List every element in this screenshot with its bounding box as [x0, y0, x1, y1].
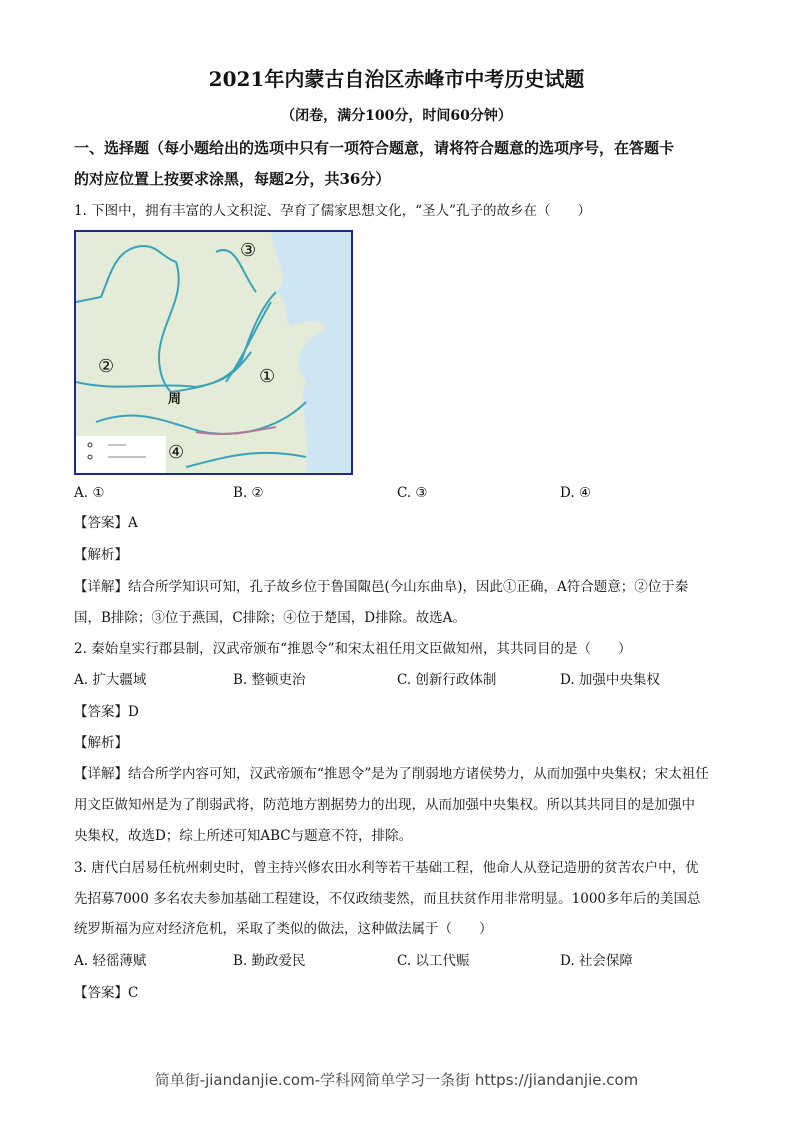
section-heading-cont: 的对应位置上按要求涂黑，每题2分，共36分） [74, 170, 391, 188]
map-label-3: ③ [240, 240, 257, 261]
section-heading: 一、选择题（每小题给出的选项中只有一项符合题意，请将符合题意的选项序号，在答题卡 [74, 139, 675, 157]
question-stem: 3. 唐代白居易任杭州刺史时，曾主持兴修农田水利等若干基础工程，他命人从登记造册的贫苦农户中，优 [74, 860, 699, 876]
question-stem: 2. 秦始皇实行郡县制，汉武帝颁布“推恩令”和宋太祖任用文臣做知州，其共同目的是（ ） [74, 641, 632, 657]
option-d: D. ④ [560, 485, 592, 501]
detail-cont: 国，B排除；③位于燕国，C排除；④位于楚国，D排除。故选A。 [74, 610, 466, 626]
option-b: B. ② [233, 485, 264, 501]
detail: 【详解】结合所学内容可知，汉武帝颁布“推恩令”是为了削弱地方诸侯势力，从而加强中央集权；宋太祖任 [74, 766, 709, 782]
detail-cont: 用文臣做知州是为了削弱武将，防范地方割据势力的出现，从而加强中央集权。所以其共同目的是加强中 [74, 797, 695, 813]
page-subtitle: （闭卷，满分100分，时间60分钟） [281, 108, 512, 124]
option-c: C. 以工代赈 [397, 953, 470, 969]
ancient-china-map [74, 230, 353, 475]
detail: 【详解】结合所学知识可知，孔子故乡位于鲁国陬邑(今山东曲阜)，因此①正确，A符合题意；②位于秦 [74, 579, 689, 595]
question-stem-cont: 统罗斯福为应对经济危机，采取了类似的做法，这种做法属于（ ） [74, 921, 493, 937]
map-label-1: ① [259, 366, 276, 387]
map-label-4: ④ [168, 442, 185, 463]
answer: 【答案】A [74, 515, 138, 531]
answer: 【答案】D [74, 704, 139, 720]
detail-cont: 央集权，故选D；综上所述可知ABC与题意不符，排除。 [74, 828, 413, 844]
option-a: A. 扩大疆域 [74, 672, 147, 688]
page-title: 2021年内蒙古自治区赤峰市中考历史试题 [208, 67, 585, 91]
option-b: B. 勤政爱民 [233, 953, 306, 969]
answer: 【答案】C [74, 985, 139, 1001]
option-d: D. 加强中央集权 [560, 672, 660, 688]
map-label-2: ② [98, 356, 115, 377]
question-stem-cont: 先招募7000 多名农夫参加基础工程建设，不仅政绩斐然，而且扶贫作用非常明显。1000多年后的美国总 [74, 891, 701, 907]
map-graphic [76, 232, 351, 473]
map-label-zhou: 周 [168, 392, 182, 407]
option-a: A. 轻徭薄赋 [74, 953, 147, 969]
option-b: B. 整顿吏治 [233, 672, 306, 688]
option-c: C. ③ [397, 485, 428, 501]
question-stem: 1. 下图中，拥有丰富的人文积淀、孕育了儒家思想文化，“圣人”孔子的故乡在（ ） [74, 203, 591, 219]
footer-watermark: 简单街-jiandanjie.com-学科网简单学习一条街 https://jiandanjie.com [154, 1071, 639, 1089]
option-d: D. 社会保障 [560, 953, 633, 969]
option-c: C. 创新行政体制 [397, 672, 497, 688]
analysis-label: 【解析】 [74, 735, 128, 751]
option-a: A. ① [74, 485, 105, 501]
analysis-label: 【解析】 [74, 547, 128, 563]
